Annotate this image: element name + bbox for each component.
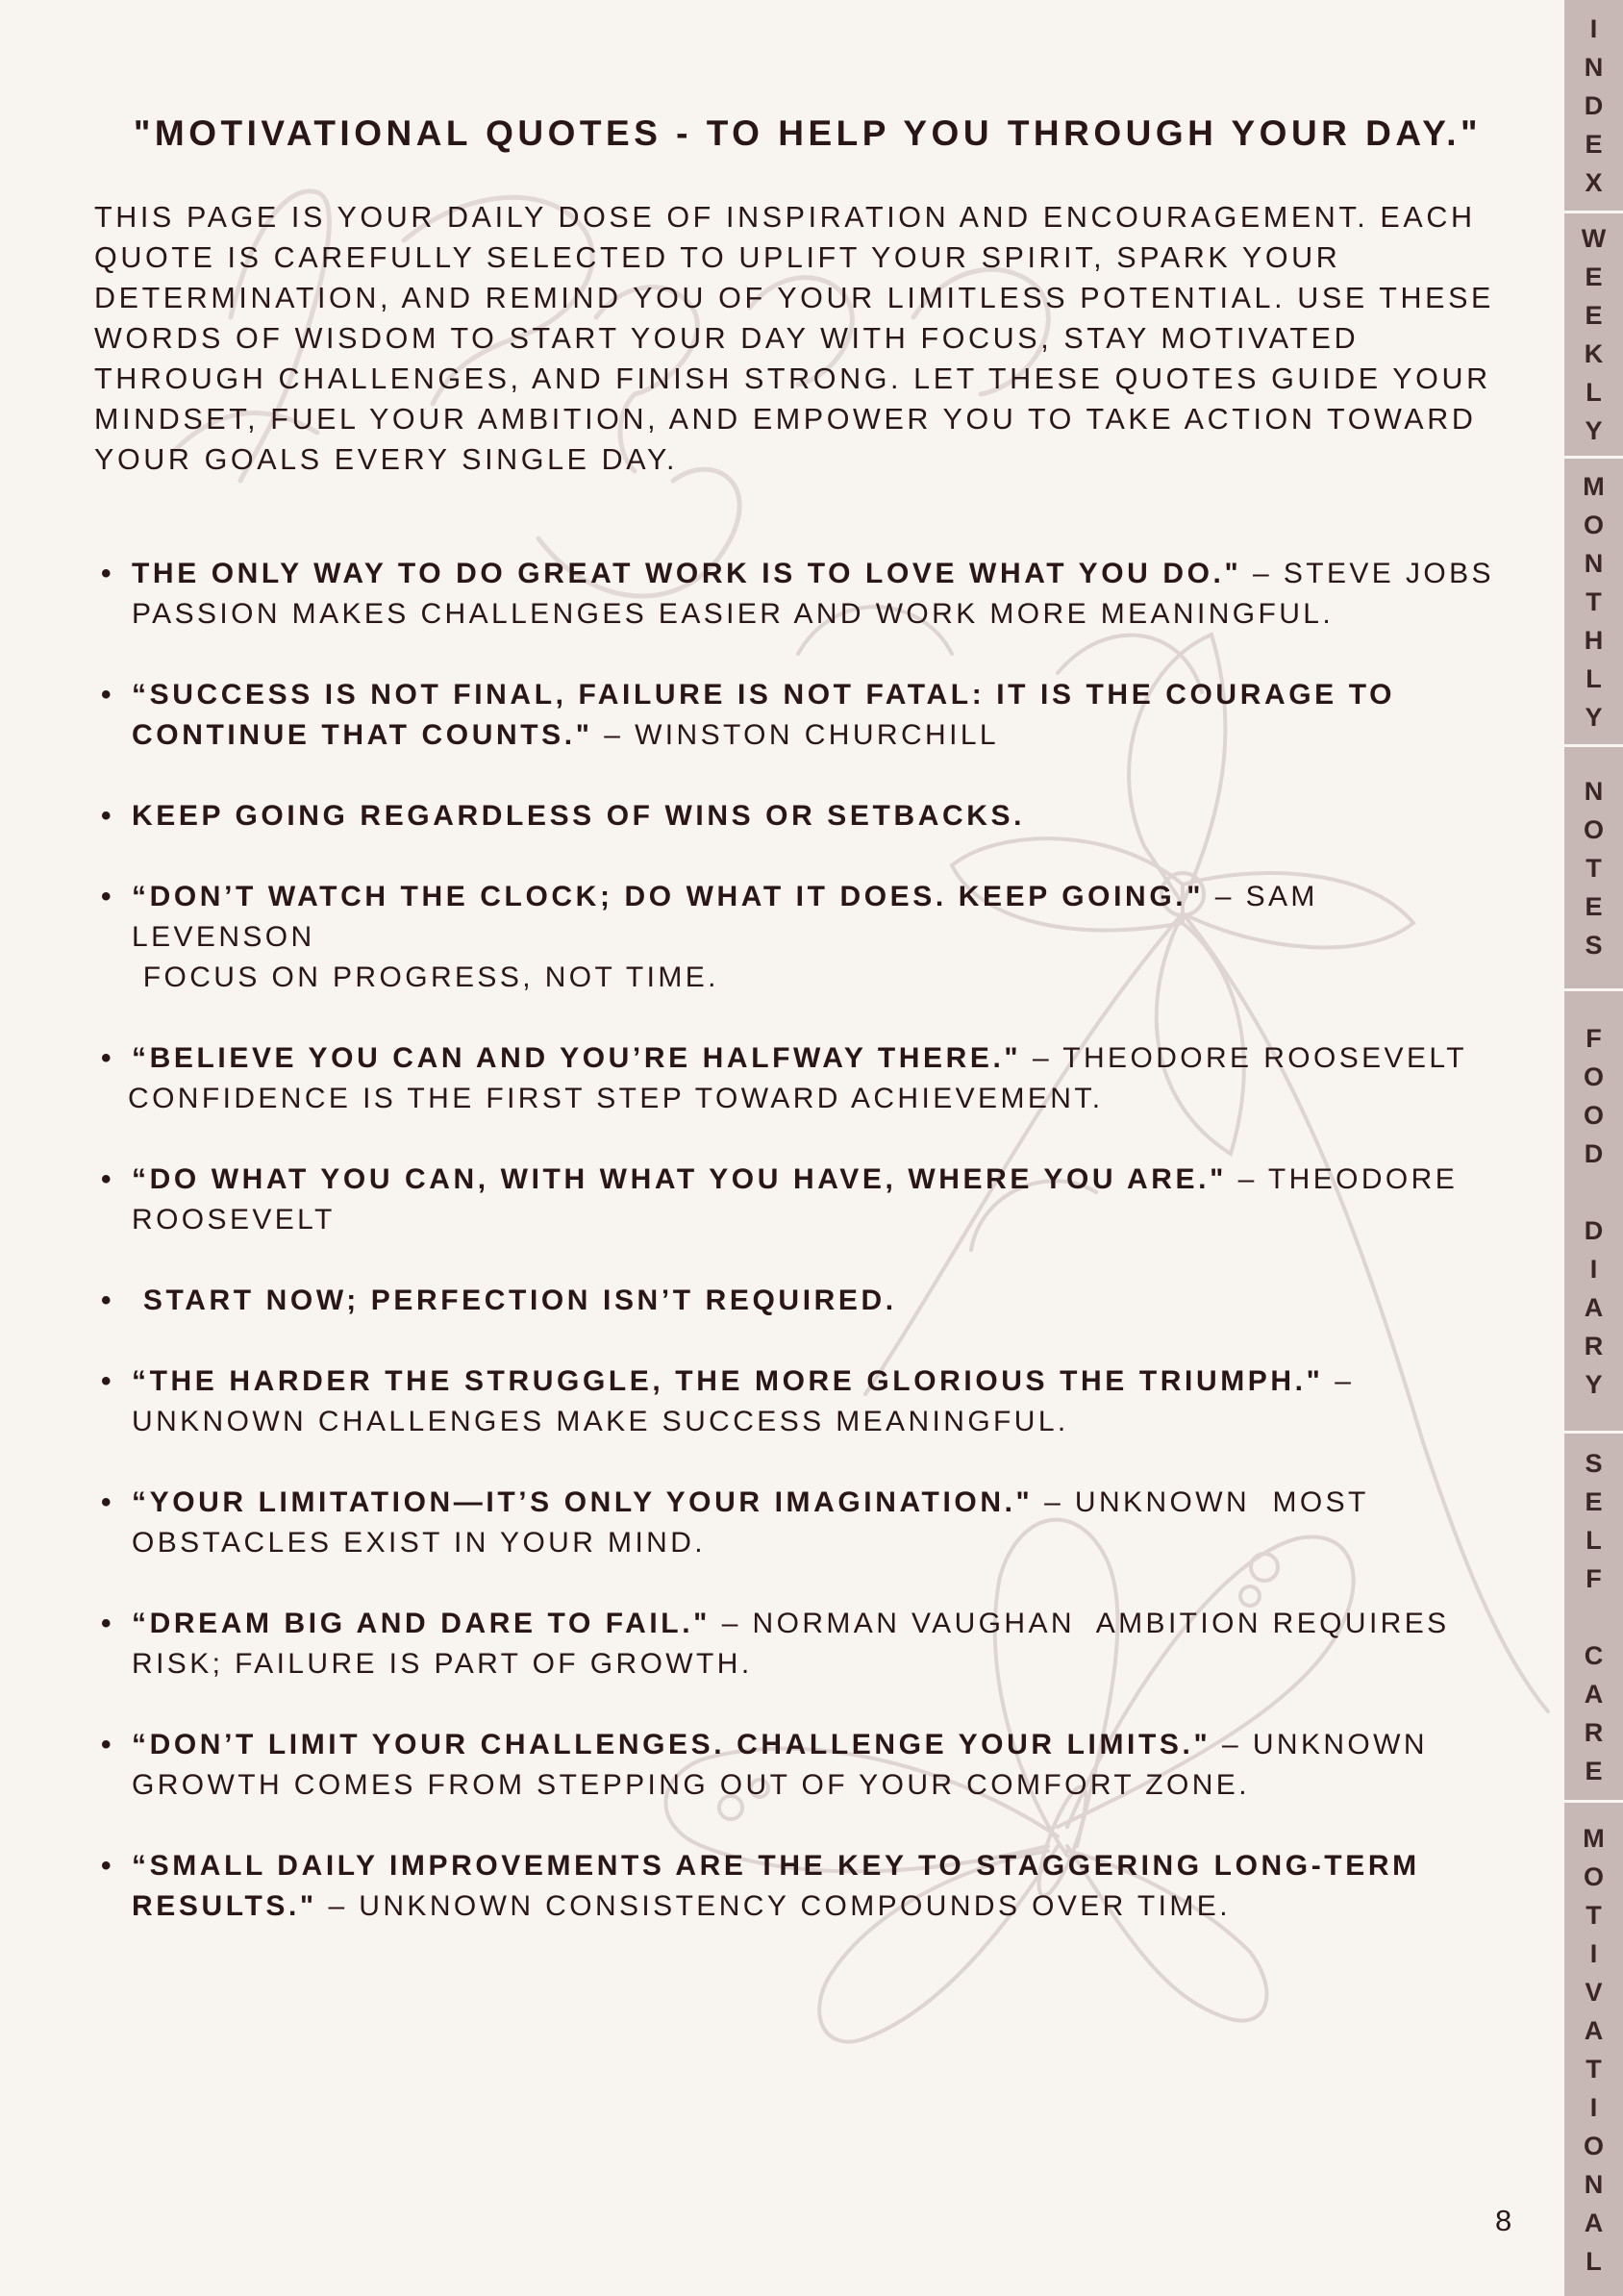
bullet: • <box>101 1042 114 1074</box>
quote-item <box>101 877 1543 998</box>
page-number: 8 <box>1495 2204 1512 2237</box>
section-tabs <box>1564 0 1623 2296</box>
quote-item <box>101 675 1543 756</box>
quote-text: “DO WHAT YOU CAN, WITH WHAT YOU HAVE, WHERE YOU ARE." <box>132 1163 1227 1195</box>
tab-label: S E L F C A R E <box>1584 1448 1604 1785</box>
quote-item <box>101 554 1543 635</box>
page-title: "MOTIVATIONAL QUOTES - TO HELP YOU THROUGH YOUR DAY." <box>133 113 1483 153</box>
quote-text: “SUCCESS IS NOT FINAL, FAILURE IS NOT FATAL: IT IS THE COURAGE TO <box>132 679 1396 711</box>
quote-text: “THE HARDER THE STRUGGLE, THE MORE GLORIOUS THE TRIUMPH." <box>132 1365 1324 1397</box>
bullet: • <box>101 1608 114 1639</box>
tab-weekly[interactable] <box>1564 213 1623 459</box>
quote-text-continued: RESULTS." <box>132 1890 317 1922</box>
quote-note: OBSTACLES EXIST IN YOUR MIND. <box>132 1527 707 1559</box>
quote-text: “YOUR LIMITATION—IT’S ONLY YOUR IMAGINATION." <box>132 1486 1034 1518</box>
quote-author: – UNKNOWN <box>1211 1729 1428 1760</box>
quote-text: KEEP GOING REGARDLESS OF WINS OR SETBACKS. <box>132 800 1026 832</box>
tab-label: F O O D D I A R Y <box>1583 1023 1604 1399</box>
bullet: • <box>101 1486 114 1518</box>
bullet: • <box>101 558 114 589</box>
quote-author: – SAM <box>1204 881 1318 912</box>
quote-text-continued: CONTINUE THAT COUNTS." <box>132 719 593 751</box>
quote-note: FOCUS ON PROGRESS, NOT TIME. <box>132 961 719 993</box>
quote-author: – <box>1323 1365 1355 1397</box>
quote-text: THE ONLY WAY TO DO GREAT WORK IS TO LOVE WHAT YOU DO." <box>132 558 1242 589</box>
quote-item <box>101 1038 1543 1119</box>
tab-label: M O N T H L Y <box>1583 471 1605 732</box>
quote-item <box>101 1604 1543 1685</box>
bullet: • <box>101 800 114 832</box>
quote-text: “BELIEVE YOU CAN AND YOU’RE HALFWAY THERE." <box>132 1042 1022 1074</box>
tab-label: M O T I V A T I O N A L <box>1583 1823 1605 2276</box>
quote-item <box>101 1483 1543 1563</box>
tab-label: W E E K L Y <box>1581 224 1607 445</box>
quote-item <box>101 1846 1543 1927</box>
quote-author: – STEVE JOBS <box>1241 558 1494 589</box>
bullet: • <box>101 1729 114 1760</box>
quote-author: – THEODORE <box>1226 1163 1459 1195</box>
bullet: • <box>101 1850 114 1882</box>
tab-motivational[interactable] <box>1564 1803 1623 2296</box>
intro-line: MINDSET, FUEL YOUR AMBITION, AND EMPOWER YOU TO TAKE ACTION TOWARD <box>94 403 1477 436</box>
tab-self-care[interactable] <box>1564 1434 1623 1803</box>
tab-notes[interactable] <box>1564 747 1623 991</box>
quote-note: RISK; FAILURE IS PART OF GROWTH. <box>132 1648 753 1680</box>
quote-item <box>101 796 1543 836</box>
intro-line: WORDS OF WISDOM TO START YOUR DAY WITH FOCUS, STAY MOTIVATED <box>94 322 1360 355</box>
quote-text: “DON’T WATCH THE CLOCK; DO WHAT IT DOES. KEEP GOING." <box>132 881 1205 912</box>
quote-author: – THEODORE ROOSEVELT <box>1021 1042 1467 1074</box>
quote-note: CONFIDENCE IS THE FIRST STEP TOWARD ACHIEVEMENT. <box>128 1083 1104 1114</box>
quote-note: GROWTH COMES FROM STEPPING OUT OF YOUR COMFORT ZONE. <box>132 1769 1250 1801</box>
quote-text: START NOW; PERFECTION ISN’T REQUIRED. <box>132 1285 897 1316</box>
bullet: • <box>101 1285 114 1316</box>
tab-index[interactable] <box>1564 0 1623 213</box>
bullet: • <box>101 1163 114 1195</box>
intro-line: THIS PAGE IS YOUR DAILY DOSE OF INSPIRATION AND ENCOURAGEMENT. EACH <box>94 201 1476 234</box>
intro-line: THROUGH CHALLENGES, AND FINISH STRONG. LET THESE QUOTES GUIDE YOUR <box>94 362 1491 395</box>
bullet: • <box>101 679 114 711</box>
quote-note: UNKNOWN CHALLENGES MAKE SUCCESS MEANINGFUL. <box>132 1406 1069 1437</box>
quote-note: PASSION MAKES CHALLENGES EASIER AND WORK MORE MEANINGFUL. <box>132 598 1335 630</box>
quote-author: – NORMAN VAUGHAN AMBITION REQUIRES <box>710 1608 1450 1639</box>
quote-item <box>101 1281 1543 1321</box>
tab-label: I N D E X <box>1584 13 1604 197</box>
quote-author: – UNKNOWN MOST <box>1033 1486 1369 1518</box>
bullet: • <box>101 881 114 912</box>
intro-line: YOUR GOALS EVERY SINGLE DAY. <box>94 443 679 476</box>
tab-label: N O T E S <box>1583 776 1604 960</box>
quote-author-continued: ROOSEVELT <box>132 1204 336 1235</box>
quote-item <box>101 1361 1543 1442</box>
quote-text: “DON’T LIMIT YOUR CHALLENGES. CHALLENGE YOUR LIMITS." <box>132 1729 1211 1760</box>
tab-monthly[interactable] <box>1564 459 1623 747</box>
tab-food-diary[interactable] <box>1564 991 1623 1434</box>
intro-line: QUOTE IS CAREFULLY SELECTED TO UPLIFT YOUR SPIRIT, SPARK YOUR <box>94 241 1341 274</box>
quote-text: “SMALL DAILY IMPROVEMENTS ARE THE KEY TO STAGGERING LONG-TERM <box>132 1850 1420 1882</box>
quote-author-continued: LEVENSON <box>132 921 315 953</box>
quote-author: – WINSTON CHURCHILL <box>592 719 1000 751</box>
quote-item <box>101 1725 1543 1806</box>
quote-text: “DREAM BIG AND DARE TO FAIL." <box>132 1608 711 1639</box>
bullet: • <box>101 1365 114 1397</box>
quote-item <box>101 1160 1543 1240</box>
quote-author: – UNKNOWN CONSISTENCY COMPOUNDS OVER TIME. <box>316 1890 1231 1922</box>
intro-line: DETERMINATION, AND REMIND YOU OF YOUR LIMITLESS POTENTIAL. USE THESE <box>94 282 1494 314</box>
